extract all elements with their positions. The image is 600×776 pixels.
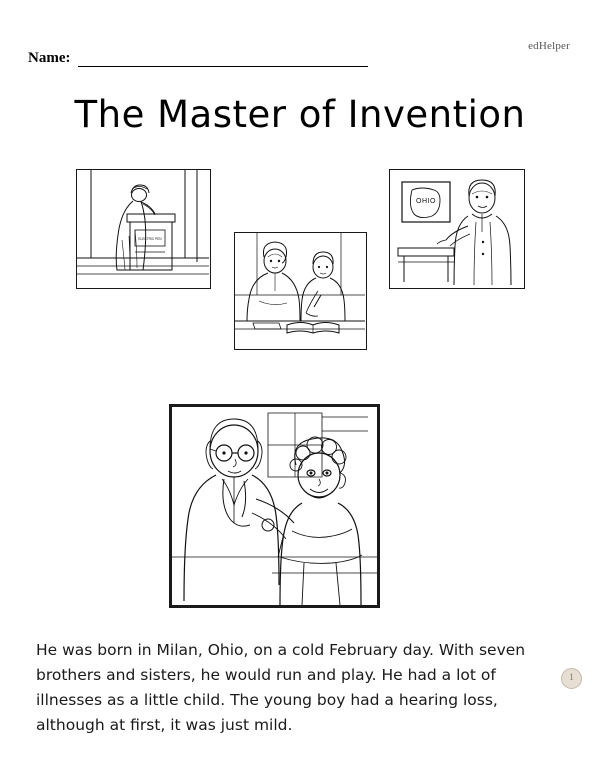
illustration-boy-writing-with-mother: [234, 232, 367, 350]
illustration-doctor-examining-boy: [169, 404, 380, 608]
svg-text:OHIO: OHIO: [416, 198, 436, 205]
page-title: The Master of Invention: [74, 93, 526, 136]
svg-text:ELECTRIC PEN: ELECTRIC PEN: [138, 237, 162, 241]
story-paragraph: He was born in Milan, Ohio, on a cold February day. With seven brothers and sisters, he would run and play. He had a lot of illnesses as a little child. The young boy had a hearing loss, although at first, it was just mild.: [36, 640, 526, 734]
name-field-row: [28, 50, 368, 67]
name-label: Name:: [28, 50, 71, 66]
illustration-man-with-ohio-map: [389, 169, 525, 289]
illustration-woman-at-podium: [76, 169, 211, 289]
name-input[interactable]: [78, 53, 368, 67]
site-brand: edHelper: [528, 40, 570, 52]
page-number-badge: 1: [561, 668, 582, 689]
